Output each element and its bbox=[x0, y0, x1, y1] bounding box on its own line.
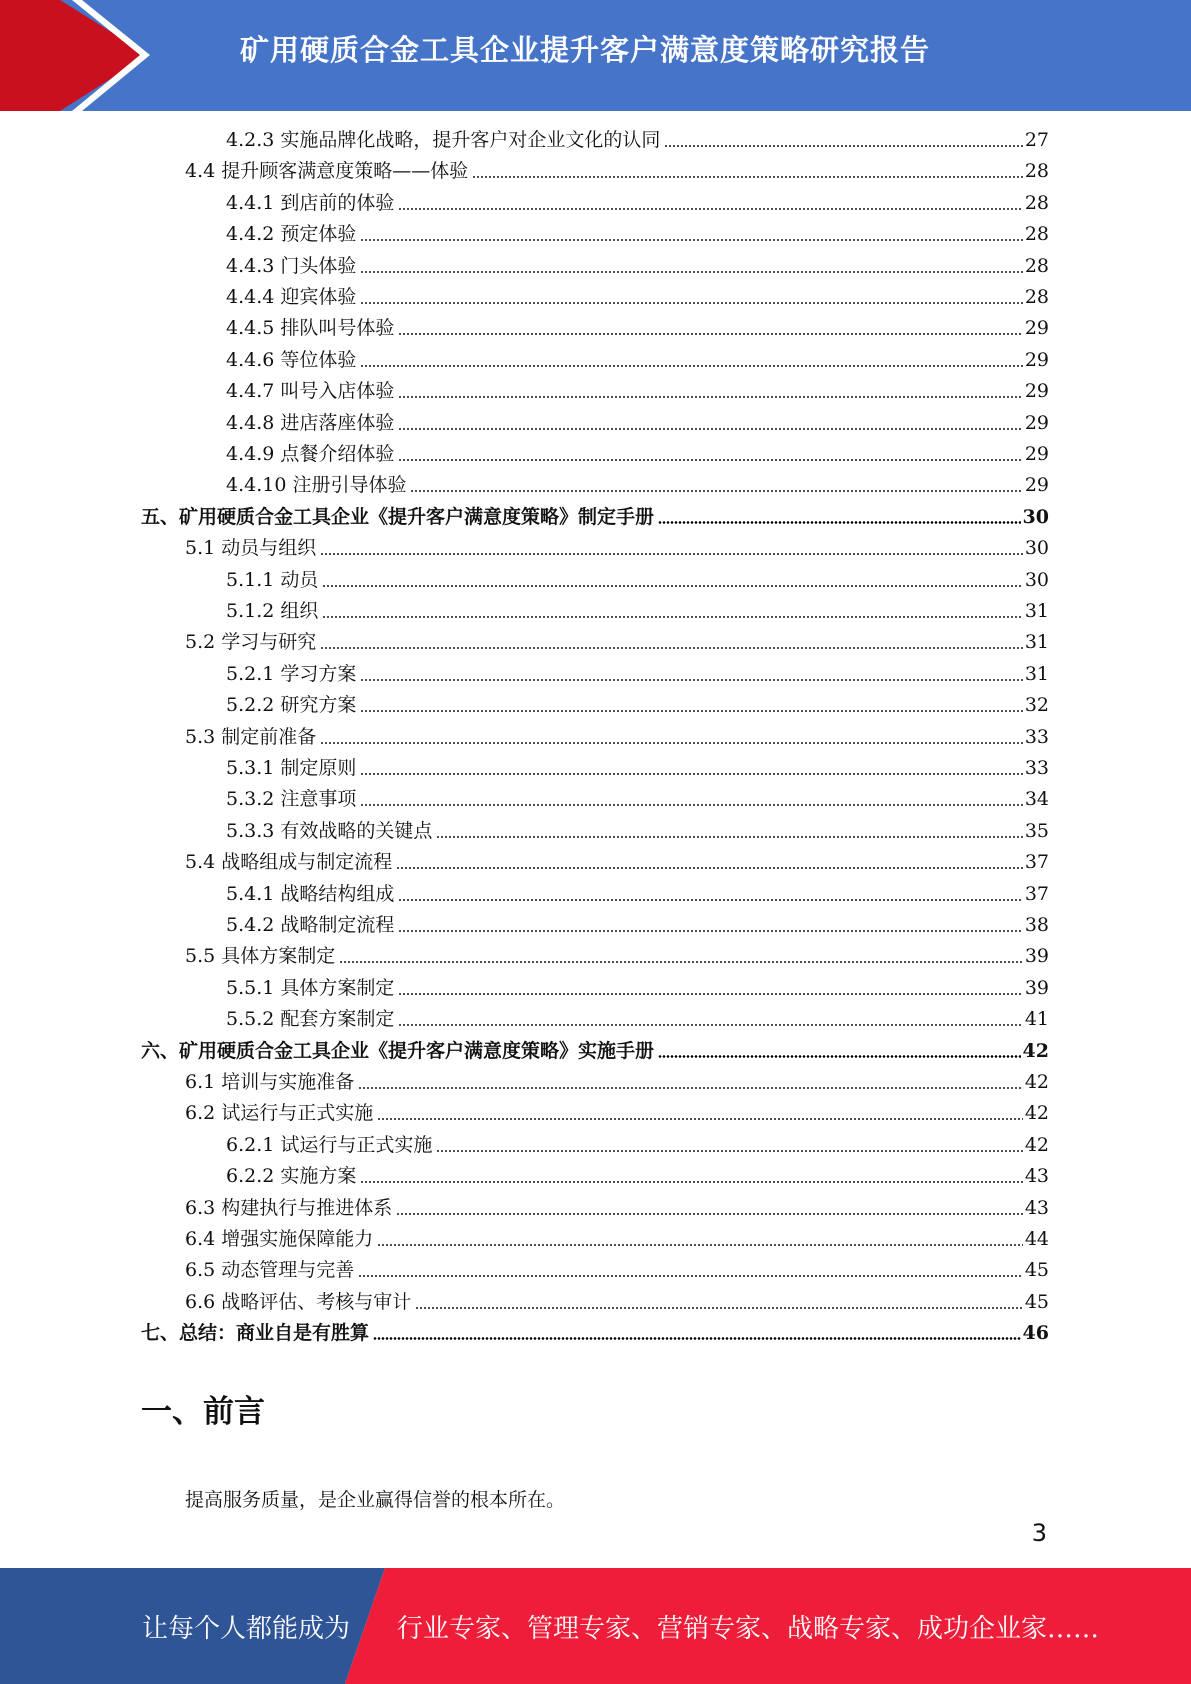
toc-entry[interactable] bbox=[226, 190, 1049, 216]
toc-entry-page: 29 bbox=[1024, 412, 1049, 434]
toc-entry[interactable] bbox=[185, 1100, 1049, 1126]
toc-entry[interactable] bbox=[226, 1132, 1049, 1158]
toc-entry[interactable] bbox=[141, 504, 1049, 530]
toc-entry[interactable] bbox=[185, 158, 1049, 184]
toc-entry-label: 七、总结：商业自是有胜算 bbox=[141, 1322, 370, 1344]
toc-entry-page: 29 bbox=[1024, 443, 1049, 465]
toc-entry-page: 31 bbox=[1024, 663, 1049, 685]
toc-entry[interactable] bbox=[141, 1038, 1049, 1064]
body-paragraph: 提高服务质量，是企业赢得信誉的根本所在。 bbox=[185, 1489, 566, 1511]
toc-entry-page: 30 bbox=[1022, 506, 1049, 528]
toc-entry[interactable] bbox=[226, 410, 1049, 436]
report-title: 矿用硬质合金工具企业提升客户满意度策略研究报告 bbox=[240, 33, 931, 67]
toc-entry[interactable] bbox=[226, 692, 1049, 718]
toc-entry[interactable] bbox=[226, 253, 1049, 279]
toc-entry-label: 6.2.1 试运行与正式实施 bbox=[226, 1134, 433, 1156]
toc-entry-page: 45 bbox=[1024, 1259, 1049, 1281]
toc-leader-dots bbox=[398, 930, 1022, 932]
toc-entry-page: 28 bbox=[1024, 255, 1049, 277]
toc-entry-page: 29 bbox=[1024, 380, 1049, 402]
toc-entry-page: 30 bbox=[1024, 537, 1049, 559]
toc-entry-page: 38 bbox=[1024, 914, 1049, 936]
toc-entry[interactable] bbox=[226, 315, 1049, 341]
toc-entry[interactable] bbox=[226, 975, 1049, 1001]
page-footer bbox=[0, 1568, 1191, 1684]
toc-leader-dots bbox=[360, 773, 1022, 775]
toc-entry[interactable] bbox=[185, 1289, 1049, 1315]
red-chevron-decoration bbox=[0, 0, 160, 111]
toc-leader-dots bbox=[360, 804, 1022, 806]
toc-entry[interactable] bbox=[185, 1257, 1049, 1283]
toc-entry-label: 4.2.3 实施品牌化战略，提升客户对企业文化的认同 bbox=[226, 129, 661, 151]
toc-entry[interactable] bbox=[185, 849, 1049, 875]
toc-entry[interactable] bbox=[226, 818, 1049, 844]
toc-entry-page: 39 bbox=[1024, 945, 1049, 967]
toc-entry-page: 43 bbox=[1024, 1197, 1049, 1219]
toc-entry-page: 33 bbox=[1024, 757, 1049, 779]
toc-entry[interactable] bbox=[185, 943, 1049, 969]
toc-entry[interactable] bbox=[185, 1069, 1049, 1095]
toc-entry-label: 6.1 培训与实施准备 bbox=[185, 1071, 355, 1093]
toc-entry-label: 5.1.2 组织 bbox=[226, 600, 319, 622]
toc-entry[interactable] bbox=[185, 724, 1049, 750]
toc-leader-dots bbox=[360, 710, 1022, 712]
toc-entry-label: 5.3.3 有效战略的关键点 bbox=[226, 820, 433, 842]
toc-leader-dots bbox=[398, 208, 1022, 210]
toc-entry-label: 5.2.1 学习方案 bbox=[226, 663, 357, 685]
toc-leader-dots bbox=[339, 961, 1023, 963]
toc-leader-dots bbox=[360, 365, 1022, 367]
toc-leader-dots bbox=[398, 459, 1022, 461]
toc-entry-label: 4.4.7 叫号入店体验 bbox=[226, 380, 395, 402]
toc-entry-label: 5.1.1 动员 bbox=[226, 569, 319, 591]
toc-leader-dots bbox=[320, 742, 1023, 744]
toc-leader-dots bbox=[322, 616, 1022, 618]
toc-entry-page: 42 bbox=[1022, 1040, 1049, 1062]
toc-entry-label: 六、矿用硬质合金工具企业《提升客户满意度策略》实施手册 bbox=[141, 1040, 655, 1062]
toc-entry-page: 37 bbox=[1024, 851, 1049, 873]
toc-entry[interactable] bbox=[141, 1320, 1049, 1346]
toc-leader-dots bbox=[373, 1337, 1021, 1340]
section-heading: 一、前言 bbox=[141, 1394, 265, 1430]
toc-entry-label: 6.2.2 实施方案 bbox=[226, 1165, 357, 1187]
toc-entry[interactable] bbox=[226, 472, 1049, 498]
toc-leader-dots bbox=[320, 647, 1023, 649]
toc-leader-dots bbox=[360, 679, 1022, 681]
toc-entry[interactable] bbox=[226, 567, 1049, 593]
toc-entry-page: 28 bbox=[1024, 160, 1049, 182]
toc-entry[interactable] bbox=[226, 755, 1049, 781]
toc-entry[interactable] bbox=[226, 127, 1049, 153]
toc-leader-dots bbox=[322, 585, 1022, 587]
toc-leader-dots bbox=[415, 1307, 1023, 1309]
toc-entry-page: 29 bbox=[1024, 349, 1049, 371]
toc-entry-label: 6.5 动态管理与完善 bbox=[185, 1259, 355, 1281]
toc-entry-label: 5.2 学习与研究 bbox=[185, 631, 317, 653]
toc-leader-dots bbox=[360, 302, 1022, 304]
toc-entry[interactable] bbox=[226, 1006, 1049, 1032]
toc-entry[interactable] bbox=[226, 441, 1049, 467]
toc-entry-page: 30 bbox=[1024, 569, 1049, 591]
toc-entry[interactable] bbox=[226, 912, 1049, 938]
toc-entry-page: 33 bbox=[1024, 726, 1049, 748]
toc-entry[interactable] bbox=[226, 786, 1049, 812]
toc-leader-dots bbox=[377, 1118, 1023, 1120]
page-number: 3 bbox=[1031, 1519, 1047, 1547]
toc-entry-label: 5.5.2 配套方案制定 bbox=[226, 1008, 395, 1030]
toc-leader-dots bbox=[472, 176, 1023, 178]
toc-entry-label: 五、矿用硬质合金工具企业《提升客户满意度策略》制定手册 bbox=[141, 506, 655, 528]
toc-leader-dots bbox=[360, 1181, 1022, 1183]
toc-entry-page: 42 bbox=[1024, 1134, 1049, 1156]
toc-leader-dots bbox=[664, 145, 1022, 147]
toc-entry-page: 27 bbox=[1024, 129, 1049, 151]
toc-entry-label: 5.5.1 具体方案制定 bbox=[226, 977, 395, 999]
toc-leader-dots bbox=[398, 333, 1022, 335]
toc-leader-dots bbox=[320, 553, 1023, 555]
toc-leader-dots bbox=[358, 1275, 1023, 1277]
toc-entry[interactable] bbox=[185, 535, 1049, 561]
toc-entry-label: 4.4.5 排队叫号体验 bbox=[226, 317, 395, 339]
toc-entry-label: 5.4.2 战略制定流程 bbox=[226, 914, 395, 936]
toc-entry[interactable] bbox=[226, 347, 1049, 373]
toc-leader-dots bbox=[377, 1244, 1023, 1246]
toc-entry-label: 5.3 制定前准备 bbox=[185, 726, 317, 748]
toc-entry-label: 4.4.9 点餐介绍体验 bbox=[226, 443, 395, 465]
toc-entry-label: 4.4 提升顾客满意度策略——体验 bbox=[185, 160, 469, 182]
toc-leader-dots bbox=[398, 899, 1022, 901]
toc-entry-label: 6.2 试运行与正式实施 bbox=[185, 1102, 374, 1124]
toc-leader-dots bbox=[398, 1024, 1022, 1026]
page-header bbox=[0, 0, 1191, 111]
toc-leader-dots bbox=[658, 521, 1021, 524]
toc-entry-label: 5.5 具体方案制定 bbox=[185, 945, 336, 967]
toc-entry-page: 29 bbox=[1024, 474, 1049, 496]
toc-entry-page: 28 bbox=[1024, 192, 1049, 214]
toc-entry[interactable] bbox=[226, 598, 1049, 624]
toc-entry-label: 5.3.1 制定原则 bbox=[226, 757, 357, 779]
toc-entry-page: 34 bbox=[1024, 788, 1049, 810]
toc-entry-page: 28 bbox=[1024, 286, 1049, 308]
footer-slogan-right: 行业专家、管理专家、营销专家、战略专家、成功企业家…… bbox=[397, 1614, 1100, 1644]
toc-leader-dots bbox=[396, 867, 1023, 869]
toc-entry-label: 5.1 动员与组织 bbox=[185, 537, 317, 559]
toc-entry[interactable] bbox=[226, 881, 1049, 907]
toc-entry-label: 4.4.6 等位体验 bbox=[226, 349, 357, 371]
toc-entry-page: 42 bbox=[1024, 1071, 1049, 1093]
toc-entry-label: 5.2.2 研究方案 bbox=[226, 694, 357, 716]
toc-entry-page: 31 bbox=[1024, 631, 1049, 653]
toc-entry-page: 29 bbox=[1024, 317, 1049, 339]
toc-entry-page: 35 bbox=[1024, 820, 1049, 842]
toc-entry-page: 45 bbox=[1024, 1291, 1049, 1313]
toc-entry-page: 32 bbox=[1024, 694, 1049, 716]
toc-leader-dots bbox=[410, 490, 1022, 492]
toc-entry[interactable] bbox=[226, 284, 1049, 310]
toc-leader-dots bbox=[436, 1150, 1022, 1152]
toc-leader-dots bbox=[398, 428, 1022, 430]
toc-leader-dots bbox=[360, 271, 1022, 273]
toc-leader-dots bbox=[360, 239, 1022, 241]
toc-entry-label: 5.3.2 注意事项 bbox=[226, 788, 357, 810]
toc-entry-label: 4.4.2 预定体验 bbox=[226, 223, 357, 245]
toc-leader-dots bbox=[396, 1213, 1023, 1215]
toc-entry[interactable] bbox=[185, 1226, 1049, 1252]
toc-entry-page: 44 bbox=[1024, 1228, 1049, 1250]
toc-entry-label: 5.4.1 战略结构组成 bbox=[226, 883, 395, 905]
toc-entry-label: 4.4.8 进店落座体验 bbox=[226, 412, 395, 434]
toc-entry-page: 46 bbox=[1022, 1322, 1049, 1344]
toc-leader-dots bbox=[658, 1055, 1021, 1058]
toc-entry-page: 37 bbox=[1024, 883, 1049, 905]
toc-leader-dots bbox=[398, 993, 1022, 995]
toc-entry-page: 43 bbox=[1024, 1165, 1049, 1187]
toc-entry-page: 31 bbox=[1024, 600, 1049, 622]
toc-entry[interactable] bbox=[226, 378, 1049, 404]
toc-entry-label: 6.4 增强实施保障能力 bbox=[185, 1228, 374, 1250]
toc-leader-dots bbox=[398, 396, 1022, 398]
toc-entry-label: 4.4.10 注册引导体验 bbox=[226, 474, 407, 496]
toc-entry-label: 4.4.4 迎宾体验 bbox=[226, 286, 357, 308]
toc-entry-label: 6.6 战略评估、考核与审计 bbox=[185, 1291, 412, 1313]
toc-entry[interactable] bbox=[226, 1163, 1049, 1189]
footer-slogan-left: 让每个人都能成为 bbox=[142, 1614, 351, 1644]
toc-entry-page: 39 bbox=[1024, 977, 1049, 999]
toc-leader-dots bbox=[358, 1087, 1023, 1089]
toc-entry-page: 41 bbox=[1024, 1008, 1049, 1030]
toc-entry[interactable] bbox=[185, 1195, 1049, 1221]
toc-entry-label: 4.4.3 门头体验 bbox=[226, 255, 357, 277]
toc-entry-label: 6.3 构建执行与推进体系 bbox=[185, 1197, 393, 1219]
toc-entry-label: 5.4 战略组成与制定流程 bbox=[185, 851, 393, 873]
toc-entry[interactable] bbox=[226, 661, 1049, 687]
toc-leader-dots bbox=[436, 836, 1022, 838]
toc-entry-label: 4.4.1 到店前的体验 bbox=[226, 192, 395, 214]
toc-entry-page: 42 bbox=[1024, 1102, 1049, 1124]
toc-entry[interactable] bbox=[185, 629, 1049, 655]
toc-entry-page: 28 bbox=[1024, 223, 1049, 245]
toc-entry[interactable] bbox=[226, 221, 1049, 247]
